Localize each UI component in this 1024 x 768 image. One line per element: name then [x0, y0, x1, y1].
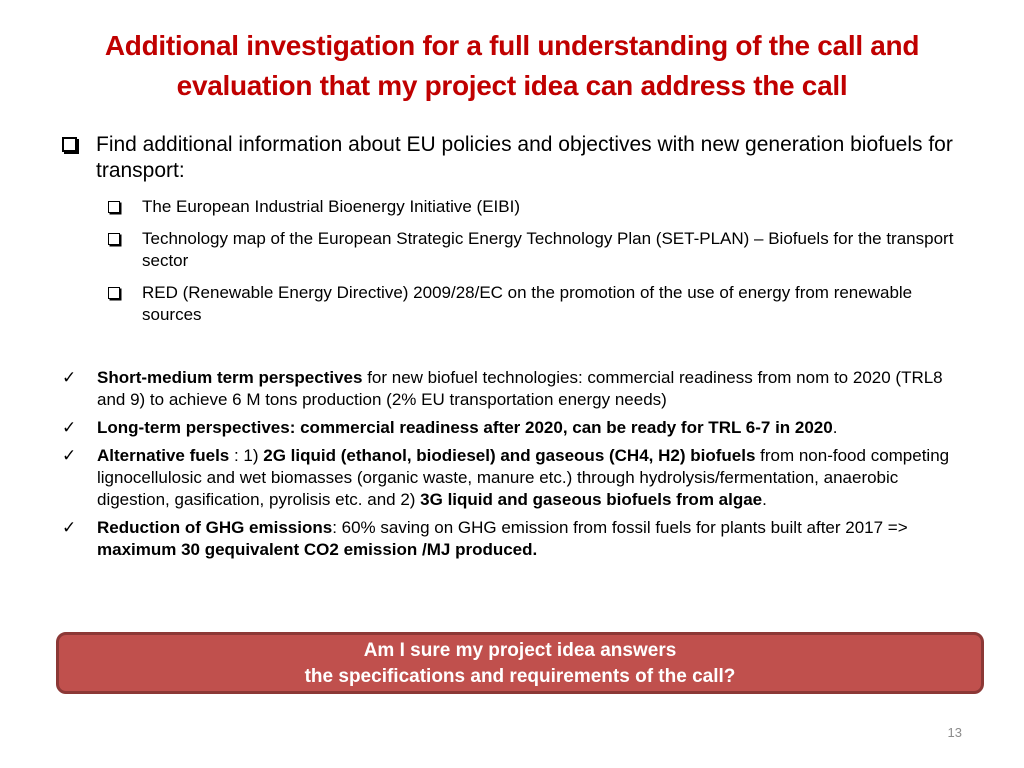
check-text: for new biofuel technologies: commercial readiness from nom to 2020 (TRL8 and 9) to achieve 6 M tons production (2% EU transportation energy needs) — [97, 368, 943, 409]
sub-bullet-list — [108, 196, 968, 336]
sub-bullet-text: The European Industrial Bioenergy Initiative (EIBI) — [142, 197, 520, 216]
check-bold-text: Alternative fuels — [97, 446, 230, 465]
slide-title — [40, 26, 984, 106]
hollow-square-bullet-icon — [108, 201, 120, 213]
hollow-square-bullet-icon — [108, 233, 120, 245]
checkmark-icon: ✓ — [62, 446, 77, 465]
callout-line-1: Am I sure my project idea answers — [363, 640, 677, 661]
title-line-1: Additional investigation for a full understanding of the call and — [104, 30, 920, 61]
checkmark-icon: ✓ — [62, 418, 77, 437]
callout-line-2: the specifications and requirements of the call? — [304, 666, 736, 687]
check-text: : 1) — [229, 446, 264, 465]
check-bold-text: 3G liquid and gaseous biofuels from algae — [420, 490, 763, 509]
sub-bullet — [108, 282, 968, 326]
sub-bullet — [108, 228, 968, 272]
check-text: : 60% saving on GHG emission from fossil fuels for plants built after 2017 => — [332, 518, 908, 537]
title-line-2: evaluation that my project idea can address the call — [176, 70, 848, 101]
check-list — [62, 367, 962, 567]
main-bullet — [62, 132, 962, 184]
sub-bullet-text: RED (Renewable Energy Directive) 2009/28/EC on the promotion of the use of energy from renewable sources — [142, 283, 913, 324]
check-bold-text: maximum 30 gequivalent CO2 emission /MJ produced. — [97, 540, 538, 559]
sub-bullet — [108, 196, 968, 218]
check-text: . — [832, 418, 838, 437]
checkmark-icon: ✓ — [62, 368, 77, 387]
checkmark-icon: ✓ — [62, 518, 77, 537]
check-bold-text: Short-medium term perspectives — [97, 368, 363, 387]
callout-box — [56, 632, 984, 694]
check-item-ghg-emissions — [62, 517, 962, 561]
check-item-long-term — [62, 417, 962, 439]
check-bold-text: 2G liquid (ethanol, biodiesel) and gaseous (CH4, H2) biofuels — [263, 446, 756, 465]
check-bold-text: Long-term perspectives: commercial readiness after 2020, can be ready for TRL 6-7 in 2020 — [97, 418, 833, 437]
check-text: from non-food competing lignocellulosic and wet biomasses (organic waste, manure etc.) through hydrolysis/fermentation, anaerobic digestion, gasification, pyrolisis etc. and 2) — [97, 446, 950, 509]
check-text: . — [762, 490, 767, 509]
main-bullet-text: Find additional information about EU policies and objectives with new generation biofuels for transport: — [96, 133, 953, 182]
check-item-short-medium-term — [62, 367, 962, 411]
hollow-square-bullet-icon — [108, 287, 120, 299]
page-number: 13 — [947, 725, 962, 740]
check-item-alternative-fuels — [62, 445, 962, 511]
sub-bullet-text: Technology map of the European Strategic Energy Technology Plan (SET-PLAN) – Biofuels for the transport sector — [142, 229, 954, 270]
hollow-square-bullet-icon — [62, 137, 77, 152]
check-bold-text: Reduction of GHG emissions — [97, 518, 333, 537]
